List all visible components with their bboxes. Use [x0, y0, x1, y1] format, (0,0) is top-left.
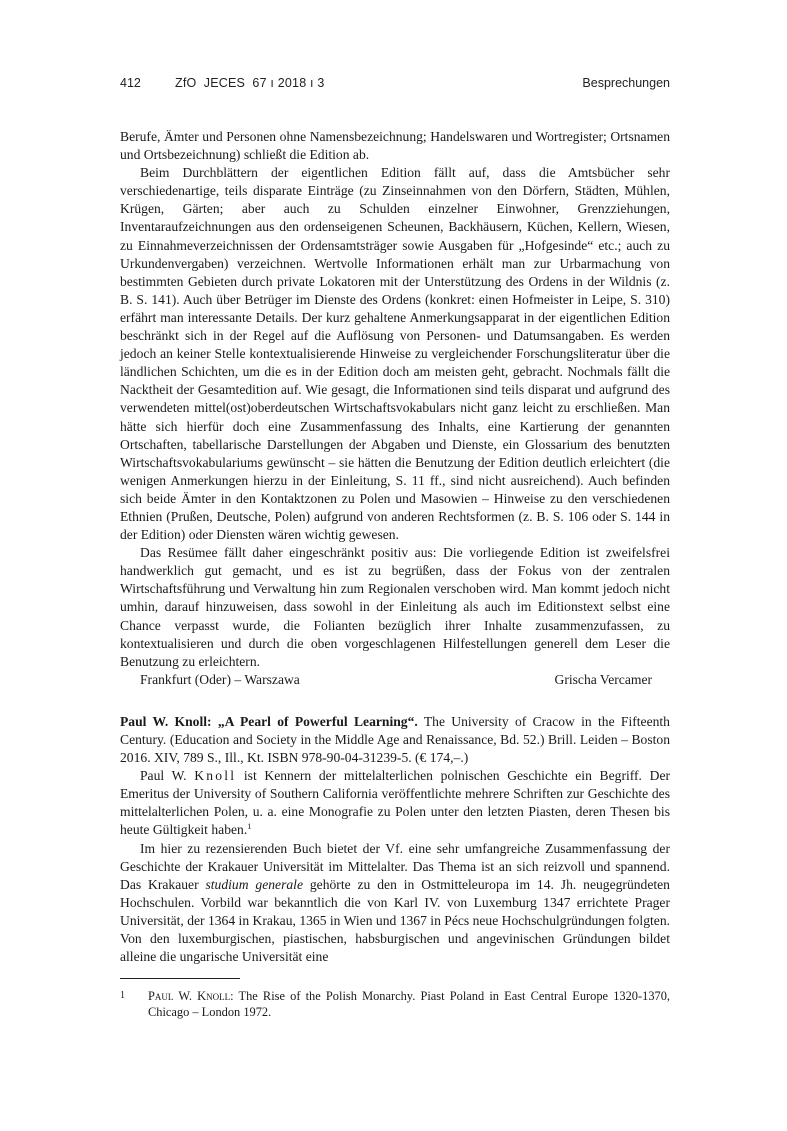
text-run: ist Kennern der mittelalterlichen polnischen Geschichte ein Begriff. Der Emeritus der University of Southern California veröffentlichte mehrere Schriften zur Geschichte des mittelalterlichen Polen, u. a. eine Monografie zu Polen unter den letzten Piasten, deren Thesen bis heute Gültigkeit haben. — [120, 768, 671, 838]
paragraph — [120, 840, 670, 967]
text-run: : The Rise of the Polish Monarchy. Piast Poland in East Central Europe 1320-1370, Chicago – London 1972. — [148, 989, 670, 1019]
text-run: Paul W. — [140, 768, 195, 784]
text-run: Im hier zu rezensierenden Buch bietet der Vf. eine sehr umfangreiche Zusammenfassung der Geschichte der Krakauer Universität im Mittelalter. Das Thema ist an sich reizvoll und spannend. Das Krakauer — [120, 840, 670, 892]
paragraph: Das Resümee fällt daher eingeschränkt positiv aus: Die vorliegende Edition ist zweifelsfrei handwerklich gut gemacht, und es ist zu begrüßen, dass der Fokus von der zentralen Wirtschaftsführung und Verwaltung hin zum Regionalen verschoben wird. Man kommt jedoch nicht umhin, darauf hinzuweisen, dass sowohl in der Einleitung als auch im Editionstext selbst eine Chance verpasst wurde, die Folianten bezüglich ihrer Inhalte zusammenzufassen, zu kontextualisieren und durch die oben vorgeschlagenen Hilfestellungen generell dem Leser die Benutzung zu erleichtern. — [120, 545, 670, 669]
footnote — [120, 988, 670, 1020]
signature-place: Frankfurt (Oder) – Warszawa — [140, 671, 300, 687]
review-book-details: The University of Cracow in the Fifteenth Century. (Education and Society in the Middle Age and Renaissance, Bd. 52.) Brill. Leiden – Boston 2016. XIV, 789 S., Ill., Kt. ISBN 978-90-04-31239-5. (€ 174,–.) — [120, 713, 670, 766]
footnote-text — [148, 988, 670, 1020]
spaced-author-name: Knoll — [194, 768, 237, 784]
paragraph — [120, 767, 670, 839]
main-text — [120, 128, 670, 966]
text-run: gehörte zu den in Ostmitteleuropa im 14. Jh. neugegründeten Hochschulen. Vorbild war bekanntlich die von Karl IV. von Luxemburg 1347 errichtete Prager Universität, der 1364 in Krakau, 1365 in Wien und 1367 in Pécs neue Hochschulgründungen folgten. Von den luxemburgischen, piastischen, habsburgischen und angevinischen Gründungen bildet alleine die ungarische Universität eine — [120, 876, 671, 965]
footnote-divider — [120, 978, 240, 979]
journal-name: ZfO JECES 67 ı 2018 ı 3 — [175, 76, 325, 90]
footnote-number: 1 — [120, 990, 125, 1001]
footnote-reference: 1 — [247, 821, 252, 832]
page-number: 412 — [120, 76, 141, 90]
paragraph: Berufe, Ämter und Personen ohne Namensbezeichnung; Handelswaren und Wortregister; Ortsnamen und Ortsbezeichnung) schließt die Edition ab. — [120, 129, 670, 163]
signature-author: Grischa Vercamer — [554, 671, 652, 687]
review-bibliographic-heading — [120, 713, 670, 767]
footnote-author: Paul W. Knoll — [148, 989, 231, 1003]
paragraph: Beim Durchblättern der eigentlichen Edition fällt auf, dass die Amtsbücher sehr verschiedenartige, teils disparate Einträge (zu Zinseinnahmen von den Dörfern, Städten, Mühlen, Krügen, Gärten; aber auch zu Schulden einzelner Einwohner, Grenzziehungen, Inventaraufzeichnungen aus den ordenseigenen Scheunen, Backhäusern, Küchen, Kellern, Wiesen, zu Einnahmeverzeichnissen der Ordensamtsträger sowie Ausgaben für „Hofgesinde“ etc.; auch zu Urkundenvergaben) verzeichnen. Wertvolle Informationen erhält man zur Urbarmachung von bestimmten Gebieten durch private Lokatoren mit der Unterstützung des Ordens in der Wildnis (z. B. S. 141). Auch über Betrüger im Dienste des Ordens (konkret: einen Hofmeister in Leipe, S. 310) erfährt man interessante Details. Der kurz gehaltene Anmerkungsapparat in der eigentlichen Edition beschränkt sich in der Regel auf die Auflösung von Personen- und Datumsangaben. Es werden jedoch an keiner Stelle kontextualisierende Hinweise zu vergleichender Forschungsliteratur über die ländlichen Schichten, um die es in der Edition doch am meisten geht, gebracht. Nochmals fällt die Nacktheit der Gesamtedition auf. Wie gesagt, die Informationen sind teils disparat und aufgrund des verwendeten mittel(ost)oberdeutschen Wirtschaftsvokabulars nicht ganz leicht zu erschließen. Man hätte sich hierfür doch eine Zusammenfassung des Inhalts, eine Kartierung der genannten Ortschaften, tabellarische Darstellungen der Abgaben und Dienste, ein Glossarium des benutzten Wirtschaftsvokabulariums gewünscht – sie hätten die Benutzung der Edition deutlich erleichtert (die wenigen Anmerkungen hierzu in der Einleitung, S. 11 ff., sind nicht ausreichend). Auch befinden sich beide Ämter in den Kontaktzonen zu Polen und Masowien – Hinweise zu den verschiedenen Ethnien (Prußen, Deutsche, Polen) aufgrund von anderen Rechtsformen (z. B. S. 106 oder S. 144 in der Edition) oder Diensten wären wichtig gewesen. — [120, 165, 670, 543]
review-signature — [120, 671, 670, 689]
section-title: Besprechungen — [582, 76, 670, 90]
italic-term: studium generale — [205, 876, 303, 892]
review-book-title: Paul W. Knoll: „A Pearl of Powerful Learning“. — [120, 713, 418, 729]
